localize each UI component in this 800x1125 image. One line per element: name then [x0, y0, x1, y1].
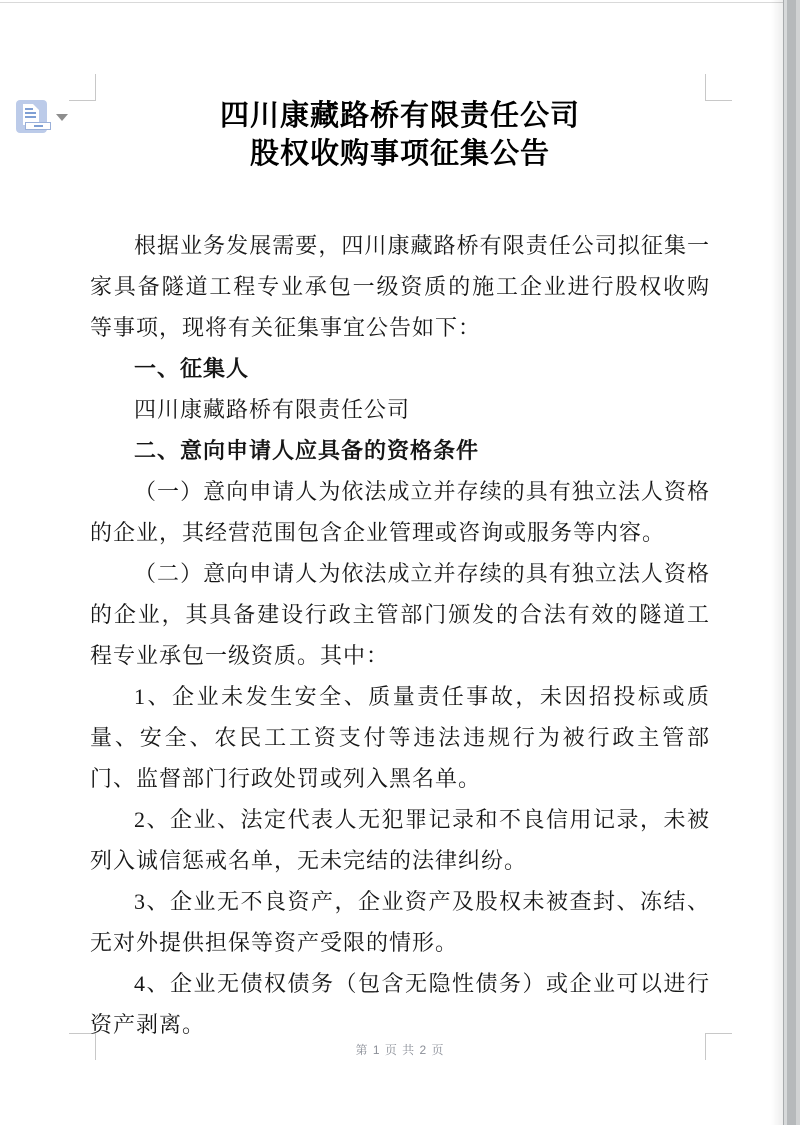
paragraph-item-1: 1、企业未发生安全、质量责任事故，未因招投标或质量、安全、农民工工资支付等违法违规行为被行政主管部门、监督部门行政处罚或列入黑名单。 [90, 684, 710, 791]
paragraph-item-3: 3、企业无不良资产，企业资产及股权未被查封、冻结、无对外提供担保等资产受限的情形。 [90, 889, 710, 955]
heading-section-2: 二、意向申请人应具备的资格条件 [134, 438, 480, 463]
paragraph-condition-1: （一）意向申请人为依法成立并存续的具有独立法人资格的企业，其经营范围包含企业管理或咨询或服务等内容。 [90, 479, 710, 545]
clipboard-bar [25, 122, 51, 130]
heading-section-1: 一、征集人 [134, 356, 250, 381]
document-page [90, 97, 710, 1045]
paste-options-icon [23, 104, 39, 125]
paragraph-company-name: 四川康藏路桥有限责任公司 [134, 397, 411, 422]
paragraph-item-2: 2、企业、法定代表人无犯罪记录和不良信用记录，未被列入诚信惩戒名单，无未完结的法律纠纷。 [90, 807, 710, 873]
page-fold-corner [33, 104, 39, 110]
title-line-1: 四川康藏路桥有限责任公司 [219, 100, 580, 132]
window-top-border [0, 2, 800, 3]
vertical-scrollbar[interactable] [783, 0, 800, 1125]
document-title [90, 97, 710, 173]
paragraph-intro: 根据业务发展需要，四川康藏路桥有限责任公司拟征集一家具备隧道工程专业承包一级资质的施工企业进行股权收购等事项，现将有关征集事宜公告如下： [90, 233, 710, 340]
title-line-2: 股权收购事项征集公告 [249, 138, 550, 170]
document-body [90, 225, 710, 1045]
page-number-indicator: 第 1 页 共 2 页 [355, 1043, 445, 1057]
paragraph-condition-2: （二）意向申请人为依法成立并存续的具有独立法人资格的企业，其具备建设行政主管部门颁发的合法有效的隧道工程专业承包一级资质。其中： [90, 561, 710, 668]
chevron-down-icon[interactable] [56, 114, 68, 121]
paste-options-button[interactable] [16, 100, 47, 133]
paragraph-item-4: 4、企业无债权债务（包含无隐性债务）或企业可以进行资产剥离。 [90, 971, 710, 1037]
